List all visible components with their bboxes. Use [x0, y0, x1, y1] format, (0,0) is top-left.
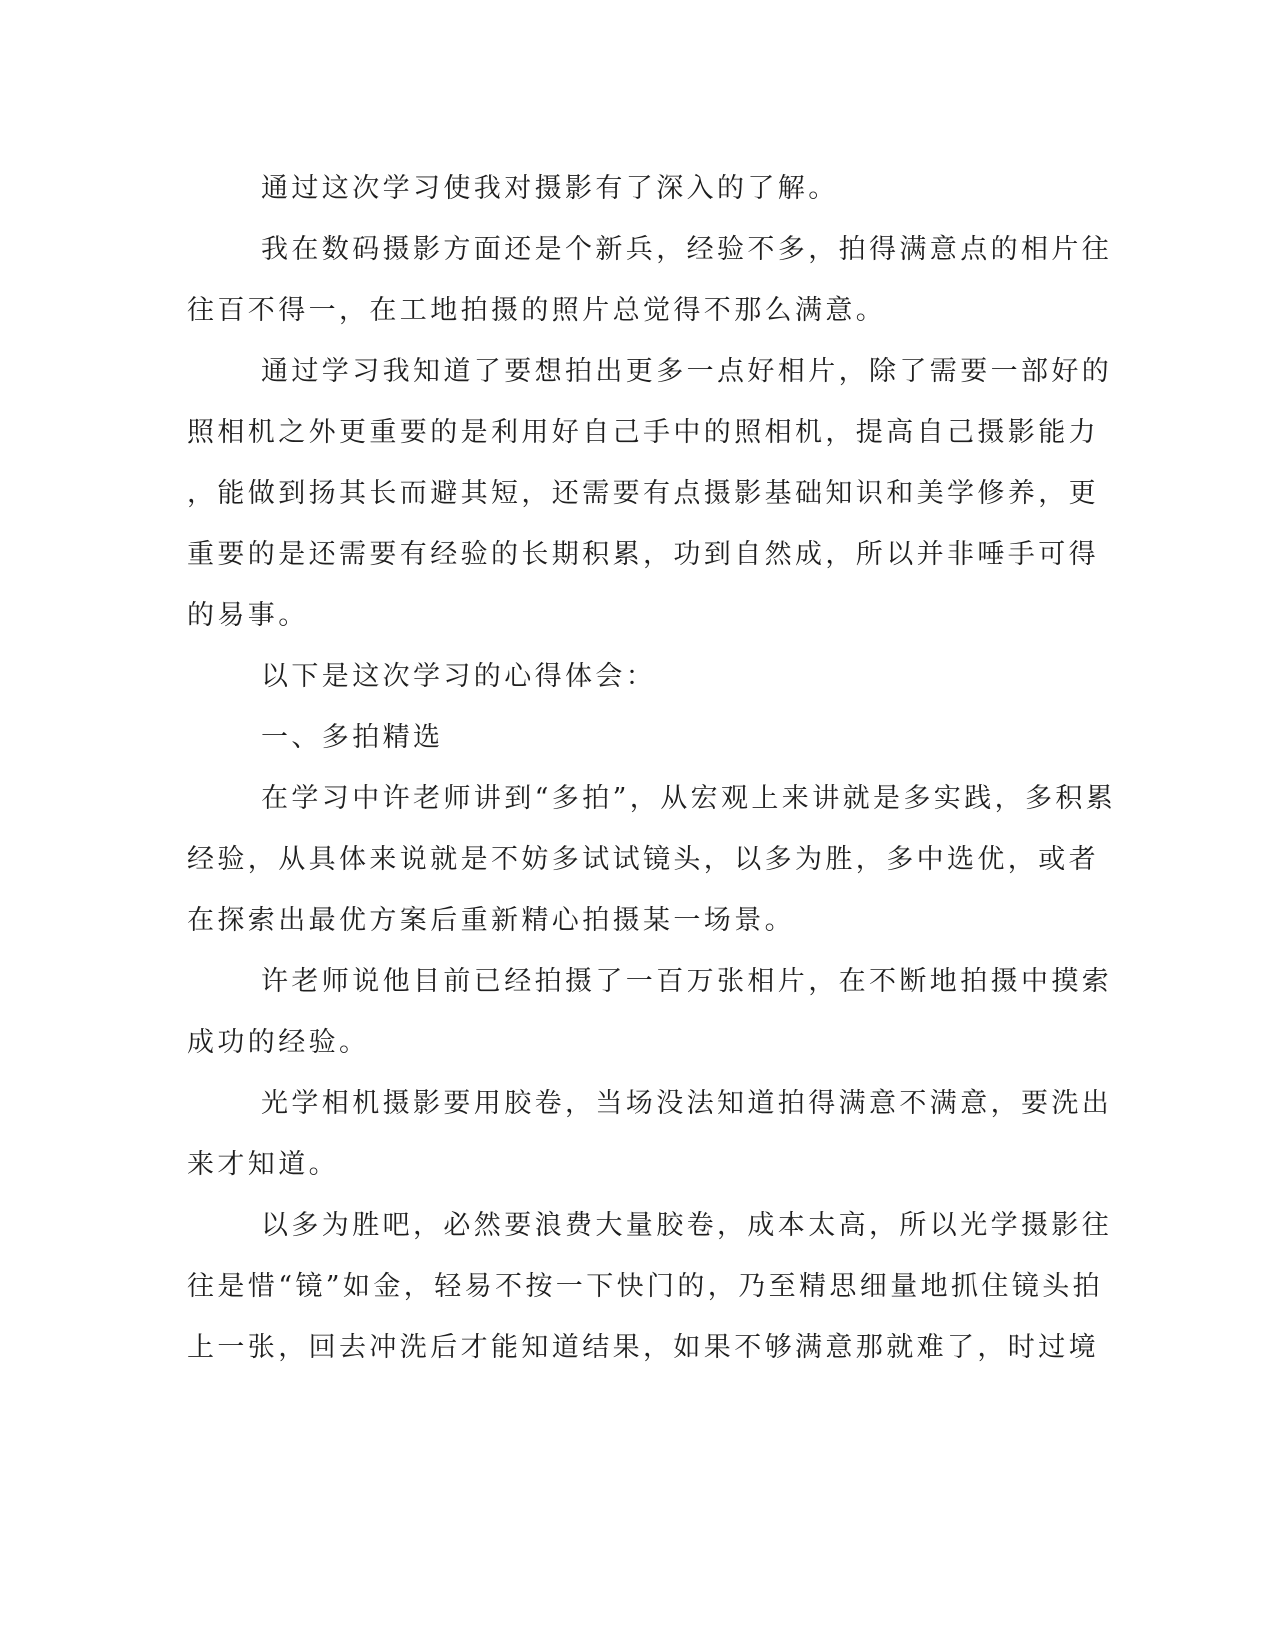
paragraph-line: 往是惜“镜”如金，轻易不按一下快门的，乃至精思细量地抓住镜头拍: [187, 1271, 1104, 1302]
paragraph-line: 光学相机摄影要用胶卷，当场没法知道拍得满意不满意，要洗出: [261, 1088, 1113, 1119]
paragraph-line: 在学习中许老师讲到“多拍”，从宏观上来讲就是多实践，多积累: [261, 783, 1117, 814]
paragraph-line: 以下是这次学习的心得体会：: [261, 661, 657, 692]
paragraph-line: 上一张，回去冲洗后才能知道结果，如果不够满意那就难了，时过境: [187, 1332, 1099, 1363]
paragraph-line: 来才知道。: [187, 1149, 339, 1180]
paragraph-line: 在探索出最优方案后重新精心拍摄某一场景。: [187, 905, 795, 936]
paragraph-line: 通过学习我知道了要想拍出更多一点好相片，除了需要一部好的: [261, 356, 1113, 387]
paragraph-line: 经验，从具体来说就是不妨多试试镜头，以多为胜，多中选优，或者: [187, 844, 1099, 875]
paragraph-line: ，能做到扬其长而避其短，还需要有点摄影基础知识和美学修养，更: [187, 478, 1099, 509]
paragraph-line: 的易事。: [187, 600, 309, 631]
section-heading: 一、多拍精选: [261, 722, 444, 753]
paragraph-line: 照相机之外更重要的是利用好自己手中的照相机，提高自己摄影能力: [187, 417, 1099, 448]
paragraph-line: 成功的经验。: [187, 1027, 370, 1058]
paragraph-line: 以多为胜吧，必然要浪费大量胶卷，成本太高，所以光学摄影往: [261, 1210, 1113, 1241]
paragraph-line: 往百不得一，在工地拍摄的照片总觉得不那么满意。: [187, 295, 887, 326]
paragraph-line: 重要的是还需要有经验的长期积累，功到自然成，所以并非唾手可得: [187, 539, 1099, 570]
paragraph-line: 通过这次学习使我对摄影有了深入的了解。: [261, 173, 839, 204]
document-body: [187, 158, 1117, 1378]
paragraph-line: 许老师说他目前已经拍摄了一百万张相片，在不断地拍摄中摸索: [261, 966, 1113, 997]
paragraph-line: 我在数码摄影方面还是个新兵，经验不多，拍得满意点的相片往: [261, 234, 1113, 265]
